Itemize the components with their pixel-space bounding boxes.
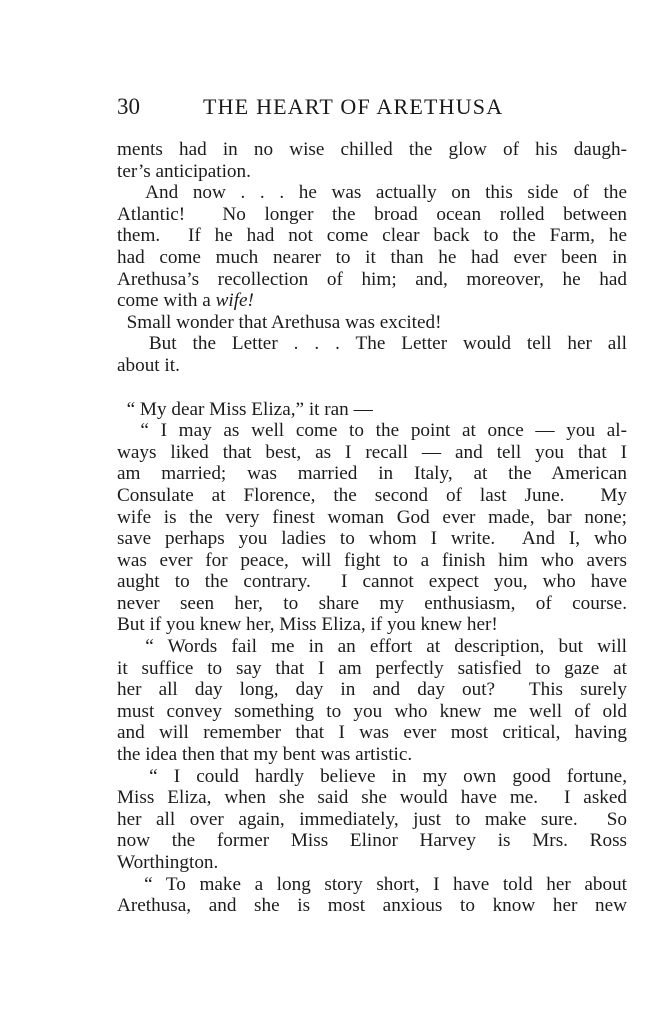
text-line: Arethusa, and she is most anxious to know her new xyxy=(117,895,627,917)
text-line: save perhaps you ladies to whom I write. And I, who xyxy=(117,528,627,550)
text-line: her all day long, day in and day out? This surely xyxy=(117,679,627,701)
text-line: And now . . . he was actually on this side of the xyxy=(117,182,627,204)
text-line: Worthington. xyxy=(117,852,219,873)
body-text xyxy=(117,139,627,917)
text-line: come with a wife! xyxy=(117,290,254,312)
text-line: ways liked that best, as I recall — and tell you that I xyxy=(117,441,627,463)
text-line: wife is the very finest woman God ever made, bar none; xyxy=(117,506,627,528)
text-line: “ To make a long story short, I have told her about xyxy=(117,873,627,895)
text-line: “ I may as well come to the point at once — you al- xyxy=(117,420,627,442)
text-line: it suffice to say that I am perfectly satisfied to gaze at xyxy=(117,657,627,679)
text-line: But the Letter . . . The Letter would tell her all xyxy=(117,333,627,355)
text-line: ments had in no wise chilled the glow of his daugh- xyxy=(117,139,627,160)
text-line: never seen her, to share my enthusiasm, of course. xyxy=(117,592,627,614)
page-number: 30 xyxy=(117,94,140,119)
text-line: now the former Miss Elinor Harvey is Mrs. Ross xyxy=(117,830,627,852)
text-line: Consulate at Florence, the second of last June. My xyxy=(117,484,627,506)
text-line: “ Words fail me in an effort at description, but will xyxy=(117,636,627,658)
emphasis-word: wife! xyxy=(215,290,254,312)
text-line: the idea then that my bent was artistic. xyxy=(117,744,413,766)
text-line: must convey something to you who knew me well of old xyxy=(117,700,627,722)
section-gap xyxy=(117,377,627,399)
text-line: was ever for peace, will fight to a finish him who avers xyxy=(117,549,627,571)
text-line: her all over again, immediately, just to make sure. So xyxy=(117,808,627,830)
text-line: But if you knew her, Miss Eliza, if you knew her! xyxy=(117,614,498,636)
text-line: “ My dear Miss Eliza,” it ran — xyxy=(117,398,373,420)
text-line: Arethusa’s recollection of him; and, moreover, he had xyxy=(117,268,627,290)
text-line: Small wonder that Arethusa was excited! xyxy=(117,311,442,333)
running-head xyxy=(117,94,627,122)
text-line: them. If he had not come clear back to the Farm, he xyxy=(117,225,627,247)
text-line: am married; was married in Italy, at the American xyxy=(117,463,627,485)
text-line: ter’s anticipation. xyxy=(117,160,251,182)
text-line: Miss Eliza, when she said she would have me. I asked xyxy=(117,787,627,809)
text-line: had come much nearer to it than he had ever been in xyxy=(117,246,627,268)
text-line: “ I could hardly believe in my own good fortune, xyxy=(117,765,627,787)
running-title: THE HEART OF ARETHUSA xyxy=(203,94,504,119)
text-line: about it. xyxy=(117,354,180,376)
text-line: aught to the contrary. I cannot expect you, who have xyxy=(117,571,627,593)
text-line: Atlantic! No longer the broad ocean rolled between xyxy=(117,203,627,225)
text-line: and will remember that I was ever most critical, having xyxy=(117,722,627,744)
